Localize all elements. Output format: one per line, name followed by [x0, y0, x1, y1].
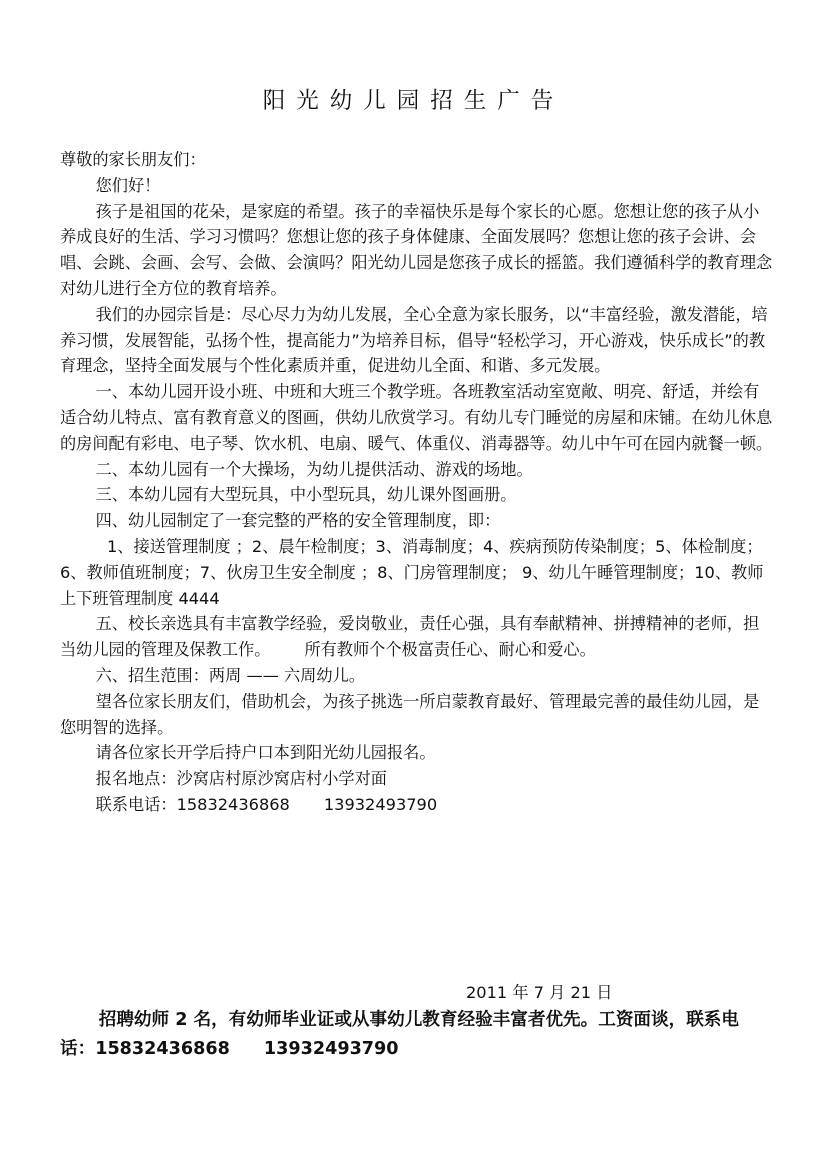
paragraph-hope: 望各位家长朋友们，借助机会，为孩子挑选一所启蒙教育最好、管理最完善的最佳幼儿园，是您明智的选择。 — [60, 691, 760, 737]
document-body — [60, 147, 774, 818]
recruitment-phone-1: 15832436868 — [95, 1039, 230, 1059]
paragraph-register: 请各位家长开学后持户口本到阳光幼儿园报名。 — [95, 743, 436, 763]
greeting: 您们好！ — [95, 175, 161, 195]
paragraph-item-1: 一、本幼儿园开设小班、中班和大班三个教学班。各班教室活动室宽敞、明亮、舒适，并绘有适合幼儿特点、富有教育意义的图画，供幼儿欣赏学习。有幼儿专门睡觉的房屋和床铺。在幼儿休息的房间配有彩电、电子琴、饮水机、电扇、暖气、体重仪、消毒器等。幼儿中午可在园内就餐一顿。 — [60, 382, 773, 453]
item-5-text-a: 五、校长亲选具有丰富教学经验，爱岗敬业，责任心强，具有奉献精神、拼搏精神的老师，担当幼儿园的管理及保教工作。 — [60, 614, 760, 660]
paragraph-item-2: 二、本幼儿园有一个大操场，为幼儿提供活动、游戏的场地。 — [95, 459, 533, 479]
recruitment-phone-2: 13932493790 — [263, 1039, 399, 1059]
phone-label: 联系电话： — [95, 794, 177, 814]
paragraph-rules-list: 1、接送管理制度 ；2、晨午检制度；3、消毒制度；4、疾病预防传染制度；5、体检制度；6、教师值班制度；7、伙房卫生安全制度 ；8、门房管理制度； 9、幼儿午睡管理制度；10、教师上下班管理制度 4444 — [60, 536, 764, 608]
document-title: 阳光幼儿园招生广告 — [262, 88, 565, 114]
phone-number-1: 15832436868 — [176, 794, 290, 814]
recruitment-notice — [60, 1006, 774, 1064]
paragraph-item-3: 三、本幼儿园有大型玩具，中小型玩具，幼儿课外图画册。 — [95, 485, 517, 505]
paragraph-phone — [60, 792, 774, 818]
item-5-text-b: 所有教师个个极富责任心、耐心和爱心。 — [304, 640, 596, 660]
paragraph-item-6: 六、招生范围：两周 —— 六周幼儿。 — [95, 665, 365, 685]
paragraph-item-4: 四、幼儿园制定了一套完整的严格的安全管理制度，即： — [95, 511, 501, 531]
document-date: 2011 年 7 月 21 日 — [466, 983, 613, 1002]
paragraph-intro: 孩子是祖国的花朵，是家庭的希望。孩子的幸福快乐是每个家长的心愿。您想让您的孩子从小养成良好的生活、学习习惯吗？您想让您的孩子身体健康、全面发展吗？您想让您的孩子会讲、会唱、会跳、会画、会写、会做、会演吗？阳光幼儿园是您孩子成长的摇篮。我们遵循科学的教育理念对幼儿进行全方位的教育培养。 — [60, 201, 773, 298]
paragraph-purpose: 我们的办园宗旨是：尽心尽力为幼儿发展，全心全意为家长服务，以“丰富经验，激发潜能，培养习惯，发展智能，弘扬个性，提高能力”为培养目标，倡导“轻松学习，开心游戏，快乐成长”的教育理念，坚持全面发展与个性化素质并重，促进幼儿全面、和谐、多元发展。 — [60, 304, 768, 376]
paragraph-item-5 — [60, 611, 774, 663]
phone-number-2: 13932493790 — [323, 794, 438, 814]
paragraph-location: 报名地点：沙窝店村原沙窝店村小学对面 — [95, 769, 387, 789]
salutation: 尊敬的家长朋友们： — [60, 150, 206, 169]
recruitment-text: 招聘幼师 2 名，有幼师毕业证或从事幼儿教育经验丰富者优先。工资面谈，联系电话： — [60, 1010, 739, 1059]
